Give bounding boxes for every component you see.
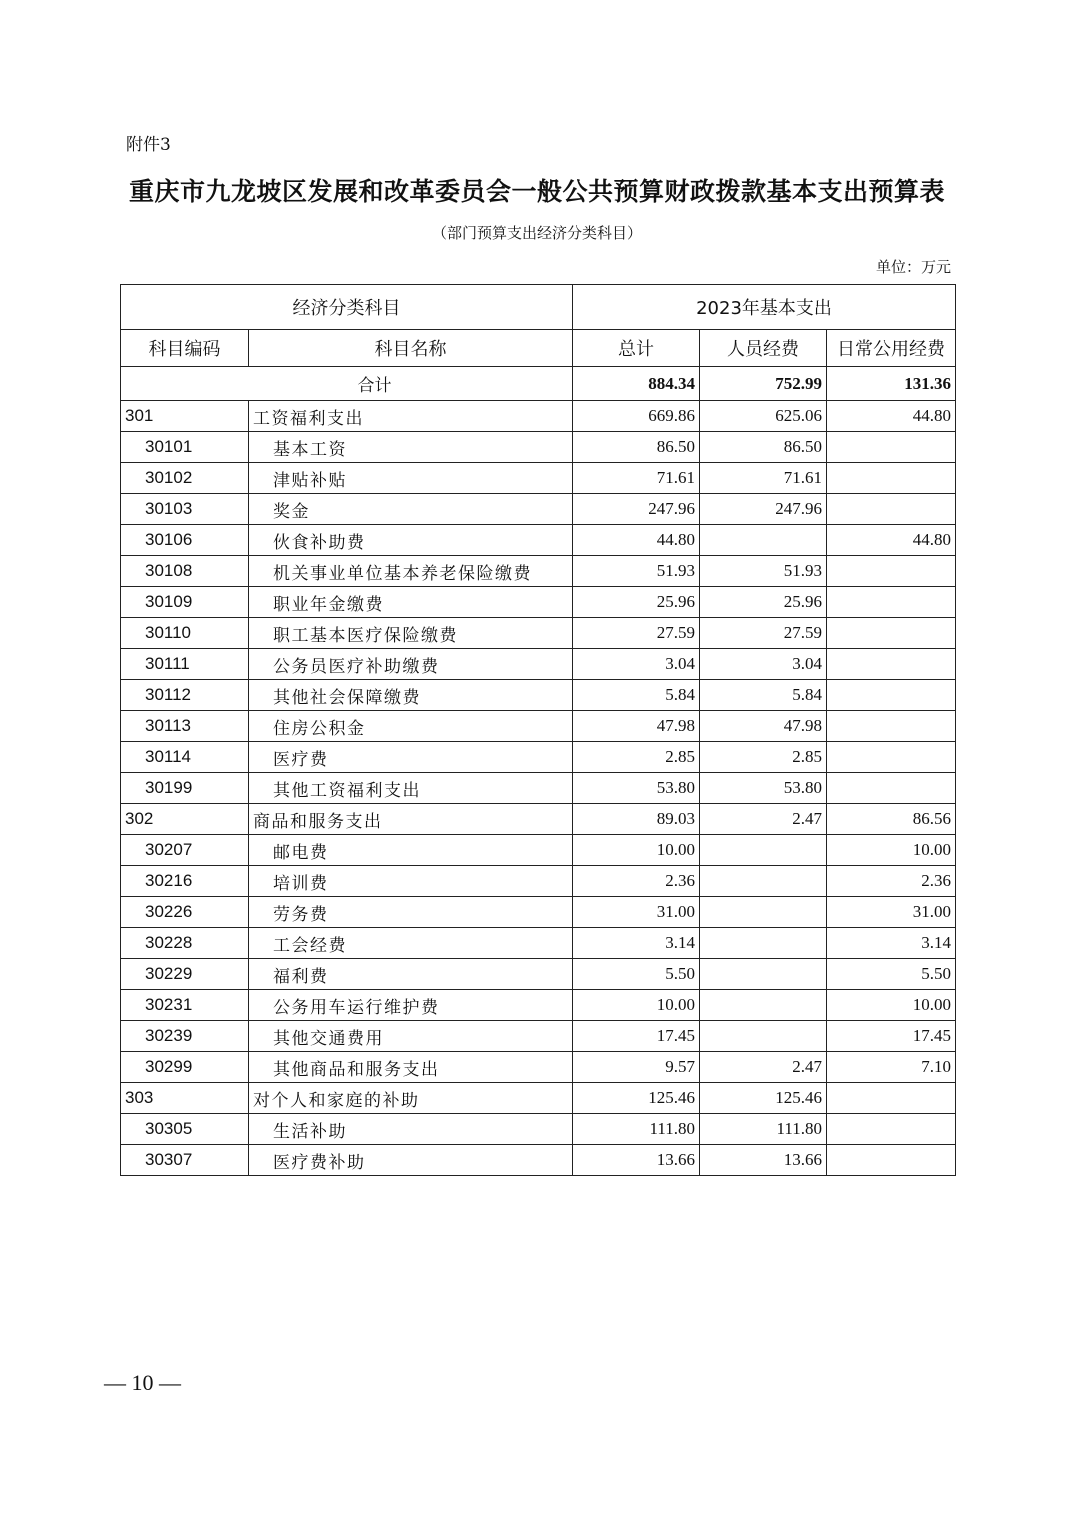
row-name: 医疗费 [249,742,573,773]
row-total: 2.85 [573,742,700,773]
row-total: 13.66 [573,1145,700,1176]
row-public [827,618,956,649]
table-row [121,618,956,649]
row-name: 工资福利支出 [249,401,573,432]
row-personnel [700,525,827,556]
table-row [121,1114,956,1145]
row-total: 247.96 [573,494,700,525]
row-public [827,587,956,618]
row-name: 福利费 [249,959,573,990]
row-code: 30299 [121,1052,249,1083]
row-personnel [700,959,827,990]
table-row [121,556,956,587]
row-personnel: 27.59 [700,618,827,649]
page-title: 重庆市九龙坡区发展和改革委员会一般公共预算财政拨款基本支出预算表 [128,177,945,206]
header-year-basic: 2023年基本支出 [573,285,956,330]
row-public [827,680,956,711]
row-public [827,711,956,742]
row-total: 31.00 [573,897,700,928]
row-public [827,773,956,804]
row-total: 5.50 [573,959,700,990]
header-public: 日常公用经费 [827,330,956,367]
unit-label: 单位：万元 [875,258,951,276]
row-name: 工会经费 [249,928,573,959]
row-code: 301 [121,401,249,432]
row-public: 3.14 [827,928,956,959]
row-public: 5.50 [827,959,956,990]
row-public: 86.56 [827,804,956,835]
row-total: 27.59 [573,618,700,649]
row-total: 53.80 [573,773,700,804]
row-total: 3.14 [573,928,700,959]
header-name: 科目名称 [249,330,573,367]
table-row [121,1083,956,1114]
row-public: 44.80 [827,401,956,432]
header-econ-class: 经济分类科目 [121,285,573,330]
row-code: 30207 [121,835,249,866]
row-name: 其他社会保障缴费 [249,680,573,711]
row-total: 3.04 [573,649,700,680]
row-personnel: 2.85 [700,742,827,773]
row-name: 生活补助 [249,1114,573,1145]
row-personnel: 111.80 [700,1114,827,1145]
table-row [121,866,956,897]
table-row [121,1145,956,1176]
row-code: 30216 [121,866,249,897]
row-public: 44.80 [827,525,956,556]
table-row [121,401,956,432]
row-personnel: 86.50 [700,432,827,463]
row-public: 31.00 [827,897,956,928]
row-name: 职业年金缴费 [249,587,573,618]
table-row [121,649,956,680]
row-name: 劳务费 [249,897,573,928]
row-personnel [700,1021,827,1052]
row-name: 其他交通费用 [249,1021,573,1052]
row-name: 商品和服务支出 [249,804,573,835]
row-code: 30226 [121,897,249,928]
row-personnel: 13.66 [700,1145,827,1176]
header-code: 科目编码 [121,330,249,367]
row-total: 111.80 [573,1114,700,1145]
row-public: 10.00 [827,835,956,866]
table-row [121,804,956,835]
table-row [121,525,956,556]
row-code: 30103 [121,494,249,525]
row-name: 伙食补助费 [249,525,573,556]
row-name: 邮电费 [249,835,573,866]
row-code: 30231 [121,990,249,1021]
row-name: 培训费 [249,866,573,897]
header-total: 总计 [573,330,700,367]
row-code: 30305 [121,1114,249,1145]
row-personnel: 247.96 [700,494,827,525]
row-code: 30109 [121,587,249,618]
row-name: 职工基本医疗保险缴费 [249,618,573,649]
total-personnel: 752.99 [700,367,827,401]
row-code: 30228 [121,928,249,959]
row-total: 125.46 [573,1083,700,1114]
row-code: 30229 [121,959,249,990]
row-personnel: 2.47 [700,804,827,835]
row-personnel [700,897,827,928]
row-total: 89.03 [573,804,700,835]
row-name: 其他工资福利支出 [249,773,573,804]
total-row [121,367,956,401]
row-public: 2.36 [827,866,956,897]
row-total: 25.96 [573,587,700,618]
row-name: 奖金 [249,494,573,525]
row-personnel [700,928,827,959]
row-code: 30111 [121,649,249,680]
table-row [121,990,956,1021]
row-code: 30113 [121,711,249,742]
row-personnel [700,990,827,1021]
table-row [121,897,956,928]
table-row [121,742,956,773]
row-total: 669.86 [573,401,700,432]
header-row-group [121,285,956,330]
row-code: 30112 [121,680,249,711]
table-row [121,494,956,525]
row-code: 30199 [121,773,249,804]
row-total: 51.93 [573,556,700,587]
row-personnel: 47.98 [700,711,827,742]
row-personnel [700,866,827,897]
row-name: 对个人和家庭的补助 [249,1083,573,1114]
page-subtitle: （部门预算支出经济分类科目） [431,224,642,242]
row-total: 10.00 [573,835,700,866]
row-name: 医疗费补助 [249,1145,573,1176]
row-name: 住房公积金 [249,711,573,742]
row-total: 5.84 [573,680,700,711]
row-total: 17.45 [573,1021,700,1052]
row-public: 17.45 [827,1021,956,1052]
row-name: 公务员医疗补助缴费 [249,649,573,680]
attachment-label: 附件3 [126,135,171,155]
budget-table [120,284,956,1176]
row-public [827,556,956,587]
table-row [121,432,956,463]
row-personnel: 2.47 [700,1052,827,1083]
table-row [121,1052,956,1083]
row-public: 10.00 [827,990,956,1021]
table-row [121,773,956,804]
row-total: 86.50 [573,432,700,463]
row-personnel: 51.93 [700,556,827,587]
row-public [827,432,956,463]
row-personnel: 53.80 [700,773,827,804]
row-total: 44.80 [573,525,700,556]
row-name: 机关事业单位基本养老保险缴费 [249,556,573,587]
row-personnel: 3.04 [700,649,827,680]
row-name: 津贴补贴 [249,463,573,494]
row-public [827,463,956,494]
header-row-columns [121,330,956,367]
row-personnel: 71.61 [700,463,827,494]
row-code: 30102 [121,463,249,494]
table-row [121,928,956,959]
page-number: — 10 — [104,1370,181,1395]
row-total: 71.61 [573,463,700,494]
row-code: 30106 [121,525,249,556]
row-code: 30101 [121,432,249,463]
row-public [827,1114,956,1145]
row-public [827,1083,956,1114]
total-public: 131.36 [827,367,956,401]
table-row [121,587,956,618]
row-total: 10.00 [573,990,700,1021]
table-row [121,711,956,742]
table-row [121,959,956,990]
table-row [121,1021,956,1052]
row-code: 303 [121,1083,249,1114]
total-label: 合计 [121,367,573,401]
row-personnel: 625.06 [700,401,827,432]
row-name: 公务用车运行维护费 [249,990,573,1021]
table-row [121,680,956,711]
row-public [827,649,956,680]
row-total: 2.36 [573,866,700,897]
row-public [827,742,956,773]
row-total: 47.98 [573,711,700,742]
row-name: 基本工资 [249,432,573,463]
row-code: 30307 [121,1145,249,1176]
total-total: 884.34 [573,367,700,401]
row-public: 7.10 [827,1052,956,1083]
row-name: 其他商品和服务支出 [249,1052,573,1083]
row-personnel [700,835,827,866]
row-code: 30108 [121,556,249,587]
row-public [827,494,956,525]
row-personnel: 5.84 [700,680,827,711]
table-row [121,835,956,866]
table-row [121,463,956,494]
row-code: 30114 [121,742,249,773]
row-personnel: 125.46 [700,1083,827,1114]
row-personnel: 25.96 [700,587,827,618]
row-code: 302 [121,804,249,835]
row-code: 30239 [121,1021,249,1052]
row-code: 30110 [121,618,249,649]
header-personnel: 人员经费 [700,330,827,367]
row-total: 9.57 [573,1052,700,1083]
row-public [827,1145,956,1176]
